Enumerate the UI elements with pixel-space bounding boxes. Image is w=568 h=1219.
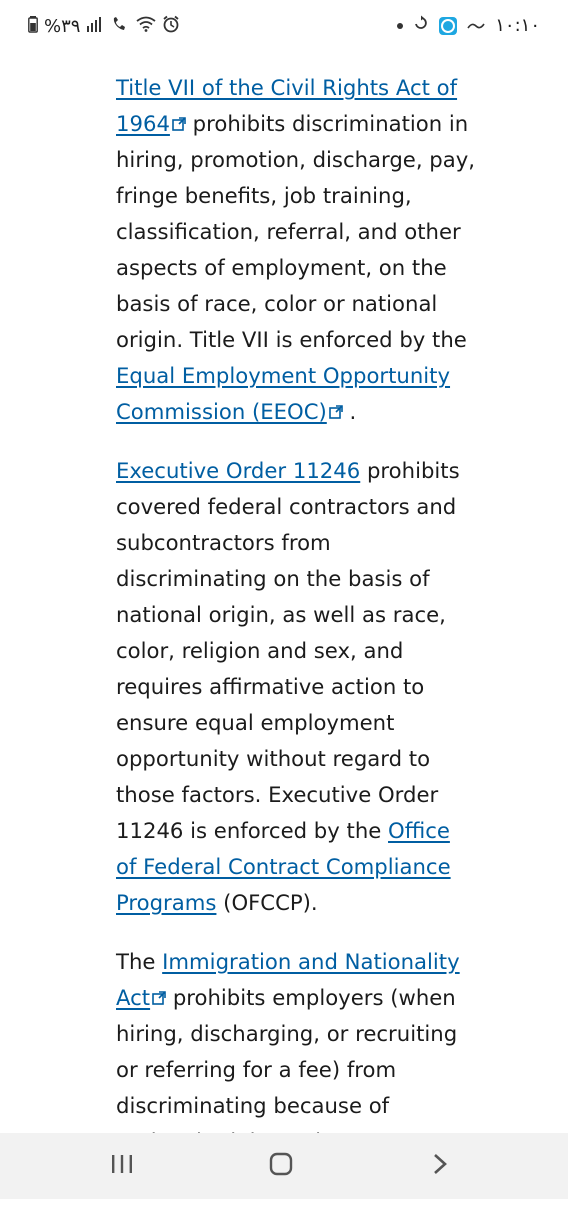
paragraph-text: The: [116, 949, 163, 974]
signal-icon: [86, 16, 104, 37]
article-content: [116, 70, 476, 1219]
paragraph-text: prohibits discrimination in hiring, promotion, discharge, pay, fringe benefits, job training, classification, referral, and other aspects of employment, on the basis of race, color or national origin. Title VII is enforced by the: [116, 111, 476, 352]
recents-icon: [110, 1153, 134, 1179]
battery-icon: [28, 15, 38, 38]
link-title-vii[interactable]: Title VII of the Civil Rights Act of 1964: [116, 75, 458, 136]
link-eeoc[interactable]: Equal Employment Opportunity Commission (EEOC): [116, 363, 451, 424]
back-icon: [431, 1152, 449, 1180]
clock-time: ١٠:١٠: [495, 15, 540, 36]
link-ina[interactable]: Immigration and Nationality Act: [116, 949, 460, 1010]
paragraph-text: prohibits covered federal contractors and subcontractors from discriminating on the basis of national origin, as well as race, color, religion and sex, and requires affirmative action to ensure equal employment opportunity without regard to those factors. Executive Order 11246 is enforced by the: [116, 458, 460, 843]
home-icon: [268, 1151, 294, 1181]
paragraph-text: prohibits employers (when hiring, discharging, or recruiting or referring for a fee) from discriminating because of: [116, 985, 458, 1118]
notification-dot-icon: [397, 23, 403, 29]
home-button[interactable]: [241, 1133, 321, 1199]
status-right: [397, 15, 540, 36]
paragraph-eo-11246: [116, 453, 476, 921]
external-link-icon: [152, 980, 166, 1016]
alarm-icon: [162, 15, 180, 38]
external-link-icon: [172, 106, 186, 142]
recents-button[interactable]: [82, 1133, 162, 1199]
paragraph-text: (OFCCP).: [216, 890, 318, 915]
link-ofccp[interactable]: Office of Federal Contract Compliance Programs: [116, 818, 451, 915]
app-notification-icon: [439, 17, 457, 35]
external-link-icon: [329, 394, 343, 430]
back-button[interactable]: [400, 1133, 480, 1199]
status-left: [28, 15, 180, 38]
call-wifi-icon: [110, 15, 130, 38]
status-bar: [0, 0, 568, 54]
paragraph-title-vii: [116, 70, 476, 430]
link-executive-order[interactable]: Executive Order 11246: [116, 458, 361, 483]
battery-percent: %٣٩: [44, 16, 81, 37]
sync-icon: [413, 15, 429, 36]
tilde-icon: [467, 15, 485, 36]
paragraph-text: .: [342, 399, 357, 424]
wifi-icon: [136, 16, 156, 37]
navigation-bar: [0, 1133, 568, 1199]
